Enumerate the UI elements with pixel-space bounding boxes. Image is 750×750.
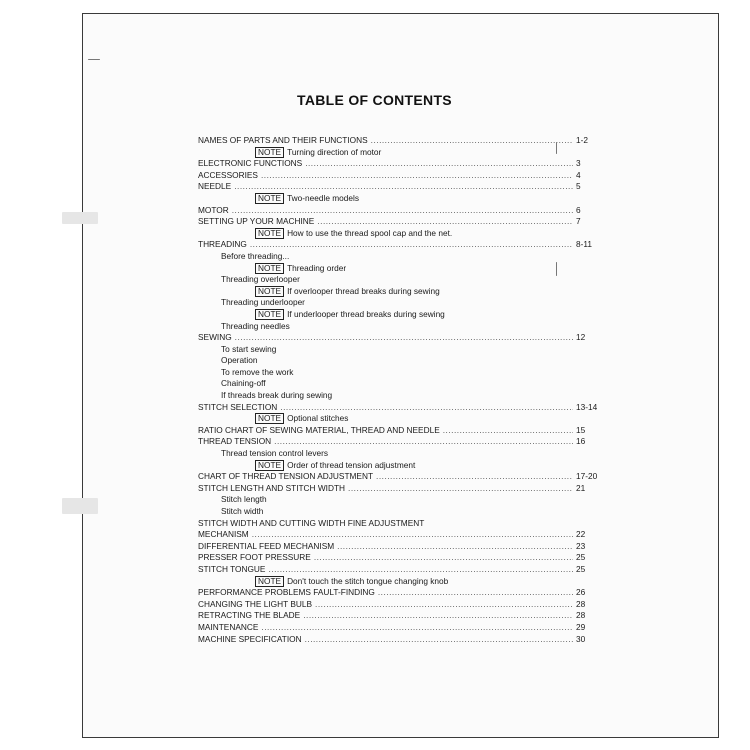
toc-entry (198, 436, 608, 448)
toc-entry-label: MAINTENANCE (198, 621, 259, 632)
toc-entry-label: SETTING UP YOUR MACHINE (198, 216, 315, 227)
toc-subentry (198, 321, 608, 333)
toc-entry-label (255, 147, 381, 159)
toc-entry (198, 529, 608, 541)
toc-entry-label: To remove the work (221, 366, 294, 377)
note-tag: NOTE (255, 147, 284, 158)
dot-leader (261, 622, 573, 634)
toc-entry-label: STITCH WIDTH AND CUTTING WIDTH FINE ADJUSTMENT (198, 517, 425, 528)
toc-entry-label: PRESSER FOOT PRESSURE (198, 552, 311, 563)
toc-page-number: 3 (576, 158, 581, 169)
toc-entry-label: Chaining-off (221, 378, 266, 389)
scan-artifact (556, 142, 557, 154)
toc-entry-label: RATIO CHART OF SEWING MATERIAL, THREAD AND NEEDLE (198, 424, 440, 435)
toc-subentry (198, 344, 608, 356)
toc-subentry (198, 355, 608, 367)
scan-artifact (88, 59, 100, 60)
toc-page-number: 7 (576, 216, 581, 227)
toc-entry-label: Thread tension control levers (221, 448, 328, 459)
toc-entry-label: PERFORMANCE PROBLEMS FAULT-FINDING (198, 587, 375, 598)
dot-leader (305, 634, 573, 646)
dot-leader (337, 541, 573, 553)
toc-subentry (198, 494, 608, 506)
document-page: TABLE OF CONTENTS NAMES OF PARTS AND THEIR FUNCTIONS ..... 1-2 NOTE Turning direction of motor ELECTRONIC FUNCTIONS ..... 3 ACCESSORIES ..... 4 NEEDLE ..... 5 NOTE Two-needle models MOTOR ..... 6 SETTING UP YOUR MACHINE ..... 7 NOTE How to use the thread spool cap and the net. THREADING ..... 8-11 Before threading... NOTE Threading order Threading overlooper NOTE If overlooper thread breaks during sewing Threading underlooper NOTE If underlooper thread breaks during sewing Threading needles SEWING ..... 12 To start sewing Operation To remove the work Chaining-off If threads break during sewing STITCH SELECTION ..... 13-14 NOTE Optional stitches RATIO CHART OF SEWING MATERIAL, THREAD AND NEEDLE ..... 15 THREAD TENSION ..... 16 Thread tension control levers NOTE Order of thread tension adjustment CHART OF THREAD TENSION ADJUSTMENT ..... 17-20 STITCH LENGTH AND STITCH WIDTH ..... 21 Stitch length Stitch width STITCH WIDTH AND CUTTING WIDTH FINE ADJUSTMENT MECHANISM ..... 22 DIFFERENTIAL FEED MECHANISM ..... 23 PRESSER FOOT PRESSURE ..... 25 STITCH TONGUE ..... 25 NOTE Don't touch the stitch tongue changing knob PERFORMANCE PROBLEMS FAULT-FINDING ..... 26 CHANGING THE LIGHT BULB ..... 28 RETRACTING THE BLADE ..... 28 MAINTENANCE ..... 29 MACHINE SPECIFICATION ..... 30 (82, 13, 719, 738)
toc-entry (198, 483, 608, 495)
note-tag: NOTE (255, 576, 284, 587)
dot-leader (250, 239, 573, 251)
table-of-contents (198, 135, 608, 645)
toc-entry-label: NAMES OF PARTS AND THEIR FUNCTIONS (198, 135, 368, 145)
scan-artifact (556, 262, 557, 276)
toc-page-number: 23 (576, 540, 586, 551)
toc-entry-label: MECHANISM (198, 529, 249, 540)
dot-leader (443, 425, 573, 437)
toc-entry-label (255, 228, 452, 240)
toc-page-number: 28 (576, 598, 586, 609)
toc-subentry (198, 448, 608, 460)
toc-entry-label: Stitch width (221, 506, 264, 516)
toc-note (198, 460, 608, 472)
toc-entry-label: MOTOR (198, 204, 229, 215)
toc-subentry (198, 297, 608, 309)
toc-entry (198, 135, 608, 147)
dot-leader (376, 471, 573, 483)
toc-page-number: 13-14 (576, 401, 598, 412)
toc-entry-label: SEWING (198, 332, 232, 343)
toc-entry-label: If threads break during sewing (221, 390, 333, 401)
toc-entry-label (255, 576, 448, 588)
dot-leader (261, 170, 573, 182)
dot-leader (315, 599, 573, 611)
toc-page-number: 25 (576, 563, 586, 574)
toc-note (198, 309, 608, 321)
toc-entry (198, 552, 608, 564)
toc-subentry (198, 390, 608, 402)
dot-leader (371, 135, 573, 147)
toc-entry-label (255, 413, 348, 425)
scan-artifact (62, 212, 98, 224)
note-tag: NOTE (255, 309, 284, 320)
dot-leader (252, 529, 573, 541)
toc-page-number: 15 (576, 424, 586, 435)
toc-entry-label (255, 309, 445, 321)
toc-entry (198, 541, 608, 553)
toc-entry (198, 610, 608, 622)
toc-page-number: 4 (576, 169, 581, 180)
toc-entry-label: MACHINE SPECIFICATION (198, 633, 302, 644)
toc-page-number: 25 (576, 552, 586, 563)
toc-note (198, 193, 608, 205)
toc-entry-label: Threading overlooper (221, 274, 300, 285)
dot-leader (378, 587, 573, 599)
toc-entry (198, 181, 608, 193)
toc-note (198, 228, 608, 240)
toc-entry (198, 587, 608, 599)
toc-entry-label: Operation (221, 355, 258, 366)
toc-entry (198, 205, 608, 217)
toc-entry-label: THREAD TENSION (198, 436, 272, 447)
dot-leader (234, 181, 573, 193)
note-tag: NOTE (255, 460, 284, 471)
dot-leader (303, 610, 573, 622)
note-tag: NOTE (255, 413, 284, 424)
note-text: Don't touch the stitch tongue changing knob (287, 575, 449, 586)
toc-entry-label: STITCH SELECTION (198, 401, 278, 412)
toc-page-number: 21 (576, 482, 586, 493)
toc-entry-label: Before threading... (221, 250, 290, 261)
toc-entry-label: ACCESSORIES (198, 169, 258, 180)
toc-entry-label: Threading underlooper (221, 297, 305, 308)
toc-subentry (198, 367, 608, 379)
toc-entry-label: CHANGING THE LIGHT BULB (198, 598, 313, 609)
toc-subentry (198, 378, 608, 390)
toc-page-number: 26 (576, 587, 586, 598)
toc-entry-label: THREADING (198, 239, 247, 250)
note-tag: NOTE (255, 286, 284, 297)
toc-entry-label: STITCH LENGTH AND STITCH WIDTH (198, 482, 346, 493)
toc-entry-label (255, 193, 359, 205)
toc-entry-label (255, 460, 415, 472)
toc-entry-label: ELECTRONIC FUNCTIONS (198, 158, 303, 169)
toc-entry-label (255, 263, 346, 275)
note-text: How to use the thread spool cap and the net. (287, 227, 453, 238)
note-text: Turning direction of motor (287, 146, 382, 157)
toc-entry (198, 622, 608, 634)
dot-leader (235, 332, 573, 344)
toc-subentry (198, 274, 608, 286)
toc-entry (198, 332, 608, 344)
toc-page-number: 29 (576, 621, 586, 632)
toc-entry (198, 239, 608, 251)
scan-artifact (62, 498, 98, 514)
toc-page-number: 12 (576, 332, 586, 343)
note-text: Threading order (287, 262, 347, 273)
toc-note (198, 286, 608, 298)
toc-page-number: 6 (576, 204, 581, 215)
toc-page-number: 8-11 (576, 239, 592, 250)
note-tag: NOTE (255, 193, 284, 204)
dot-leader (232, 205, 573, 217)
toc-entry-label: CHART OF THREAD TENSION ADJUSTMENT (198, 471, 374, 482)
note-text: If overlooper thread breaks during sewing (287, 285, 440, 296)
toc-page-number: 1-2 (576, 135, 588, 145)
note-text: Order of thread tension adjustment (287, 459, 416, 470)
toc-page-number: 22 (576, 529, 586, 540)
dot-leader (268, 564, 573, 576)
toc-entry (198, 471, 608, 483)
dot-leader (274, 436, 573, 448)
toc-entry-label: To start sewing (221, 343, 277, 354)
note-tag: NOTE (255, 228, 284, 239)
toc-note (198, 147, 608, 159)
toc-entry-label: NEEDLE (198, 181, 232, 192)
dot-leader (314, 552, 573, 564)
toc-entry (198, 634, 608, 646)
toc-entry-label: DIFFERENTIAL FEED MECHANISM (198, 540, 335, 551)
dot-leader (280, 402, 573, 414)
toc-entry (198, 402, 608, 414)
dot-leader (348, 483, 573, 495)
dot-leader (305, 158, 573, 170)
toc-entry-label: STITCH TONGUE (198, 563, 266, 574)
toc-page-number: 28 (576, 610, 586, 621)
toc-note (198, 263, 608, 275)
toc-entry-label: Stitch length (221, 494, 267, 505)
toc-subentry (198, 251, 608, 263)
toc-entry-label (255, 286, 440, 298)
toc-page-number: 16 (576, 436, 586, 447)
note-text: Two-needle models (287, 192, 360, 203)
toc-entry (198, 564, 608, 576)
toc-entry-label: Threading needles (221, 320, 290, 331)
toc-entry (198, 599, 608, 611)
note-text: Optional stitches (287, 413, 349, 424)
toc-note (198, 413, 608, 425)
toc-subentry (198, 506, 608, 518)
note-text: If underlooper thread breaks during sewing (287, 308, 445, 319)
toc-entry (198, 216, 608, 228)
toc-entry (198, 158, 608, 170)
toc-entry (198, 425, 608, 437)
note-tag: NOTE (255, 263, 284, 274)
dot-leader (317, 216, 573, 228)
toc-entry (198, 170, 608, 182)
toc-note (198, 576, 608, 588)
toc-page-number: 30 (576, 633, 586, 644)
toc-page-number: 17-20 (576, 471, 598, 482)
toc-page-number: 5 (576, 181, 581, 192)
toc-entry-label: RETRACTING THE BLADE (198, 610, 301, 621)
toc-entry (198, 518, 608, 530)
